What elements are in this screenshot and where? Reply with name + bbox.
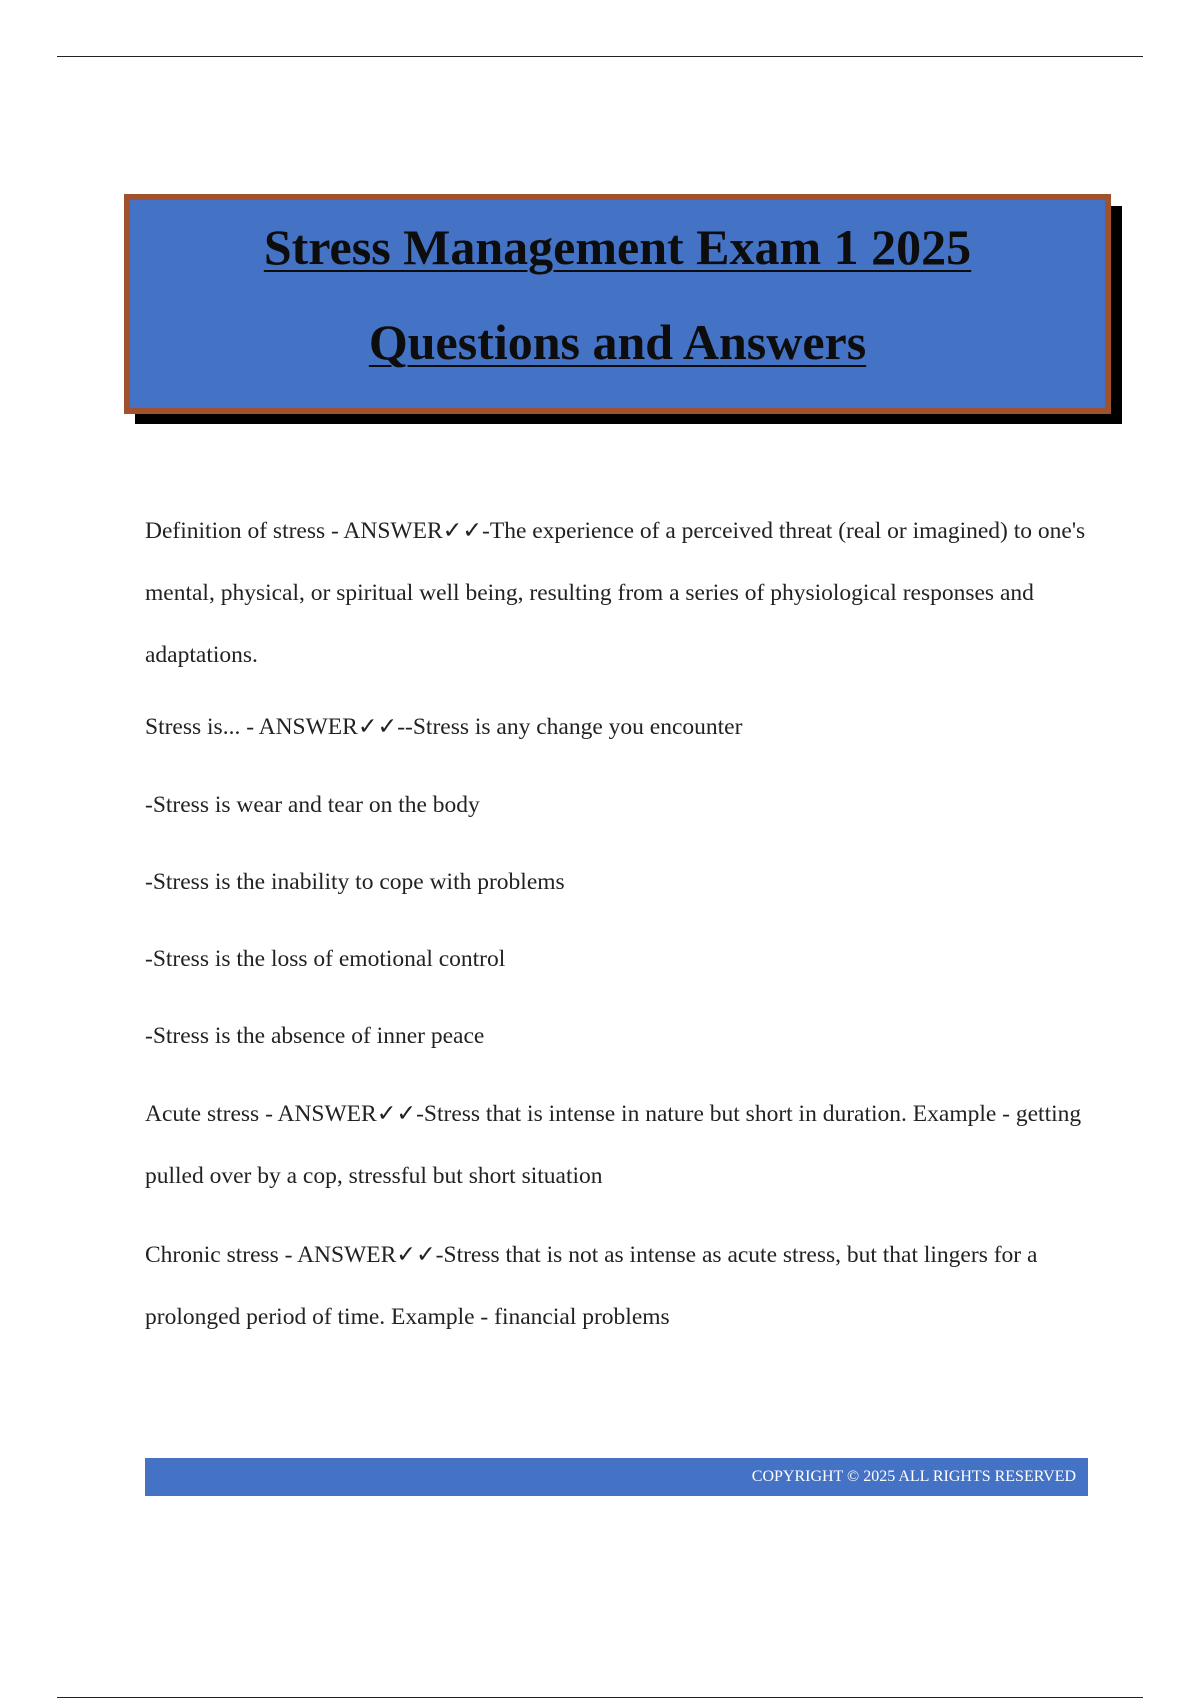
title-line-2 bbox=[130, 295, 1105, 390]
stress-item-inner-peace: -Stress is the absence of inner peace bbox=[145, 1023, 485, 1049]
stress-item-wear-and-tear: -Stress is wear and tear on the body bbox=[145, 792, 480, 818]
title-line-1 bbox=[130, 200, 1105, 295]
title-text-1: Stress Management Exam 1 2025 bbox=[263, 219, 972, 275]
qa-definition-of-stress: Definition of stress - ANSWER✓✓-The experience of a perceived threat (real or imagined) to one's mental, physical, or spiritual well being, resulting from a series of physiological responses and adaptations. bbox=[145, 518, 1086, 668]
qa-stress-is: Stress is... - ANSWER✓✓--Stress is any change you encounter bbox=[145, 714, 743, 740]
qa-acute-stress: Acute stress - ANSWER✓✓-Stress that is intense in nature but short in duration. Example - getting pulled over by a cop, stressful but short situation bbox=[145, 1101, 1082, 1189]
top-rule bbox=[57, 56, 1143, 57]
stress-item-inability-to-cope: -Stress is the inability to cope with problems bbox=[145, 869, 565, 895]
copyright-text: COPYRIGHT © 2025 ALL RIGHTS RESERVED bbox=[751, 1468, 1076, 1485]
bottom-rule bbox=[57, 1697, 1143, 1698]
qa-chronic-stress: Chronic stress - ANSWER✓✓-Stress that is not as intense as acute stress, but that lingers for a prolonged period of time. Example - financial problems bbox=[145, 1242, 1038, 1330]
stress-item-emotional-control: -Stress is the loss of emotional control bbox=[145, 946, 506, 972]
title-banner bbox=[124, 194, 1111, 414]
title-text-2: Questions and Answers bbox=[368, 314, 867, 370]
copyright-footer bbox=[145, 1458, 1088, 1496]
